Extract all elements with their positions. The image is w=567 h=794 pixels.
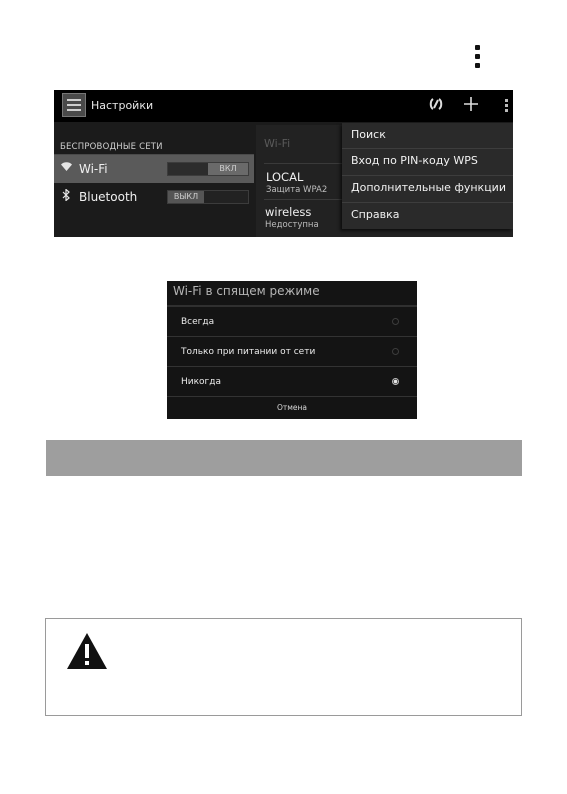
section-header: БЕСПРОВОДНЫЕ СЕТИ [60, 142, 163, 152]
divider [264, 199, 346, 200]
menu-item-advanced[interactable]: Дополнительные функции [351, 181, 506, 194]
radio-button-selected[interactable] [392, 378, 399, 385]
warning-box [45, 618, 522, 716]
bluetooth-icon [62, 189, 70, 204]
option-plugged[interactable] [167, 337, 417, 367]
menu-more-icon[interactable] [505, 99, 509, 114]
add-icon[interactable] [463, 96, 479, 116]
more-vert-icon [470, 45, 484, 71]
menu-item-wps-pin[interactable]: Вход по PIN-коду WPS [351, 154, 478, 167]
sleep-dialog [167, 281, 417, 419]
action-bar [54, 90, 513, 122]
settings-icon [62, 93, 86, 117]
wifi-label: Wi-Fi [79, 162, 108, 176]
bluetooth-row[interactable] [54, 183, 254, 211]
option-always[interactable] [167, 307, 417, 337]
dialog-title: Wi-Fi в спящем режиме [173, 284, 320, 298]
section-band [46, 440, 522, 476]
option-never[interactable] [167, 367, 417, 397]
app-title: Настройки [91, 99, 154, 112]
network-item[interactable] [265, 205, 319, 230]
option-label: Всегда [181, 317, 215, 327]
wifi-pane-header: Wi-Fi [264, 137, 291, 150]
network-name: wireless [265, 205, 312, 219]
overflow-menu [342, 123, 513, 229]
network-item[interactable] [266, 170, 327, 195]
warning-icon [66, 632, 108, 674]
settings-screenshot [54, 90, 513, 237]
bluetooth-toggle[interactable] [167, 190, 249, 204]
wifi-toggle-state: ВКЛ [208, 163, 248, 175]
menu-item-help[interactable]: Справка [351, 208, 400, 221]
option-label: Никогда [181, 377, 222, 387]
wps-icon[interactable] [428, 96, 444, 116]
wifi-row[interactable] [54, 155, 254, 183]
radio-button[interactable] [392, 318, 399, 325]
bluetooth-label: Bluetooth [79, 190, 138, 204]
bluetooth-toggle-state: ВЫКЛ [168, 191, 204, 203]
wifi-icon [61, 162, 72, 174]
divider [264, 163, 346, 164]
divider [342, 202, 513, 203]
network-status: Недоступна [265, 220, 319, 230]
radio-button[interactable] [392, 348, 399, 355]
cancel-button[interactable]: Отмена [276, 403, 308, 412]
divider [342, 148, 513, 149]
wifi-toggle[interactable] [167, 162, 249, 176]
option-label: Только при питании от сети [181, 347, 316, 357]
menu-item-search[interactable]: Поиск [351, 128, 386, 141]
divider [167, 396, 417, 397]
divider [342, 175, 513, 176]
network-status: Защита WPA2 [266, 185, 328, 195]
network-name: LOCAL [266, 170, 304, 184]
